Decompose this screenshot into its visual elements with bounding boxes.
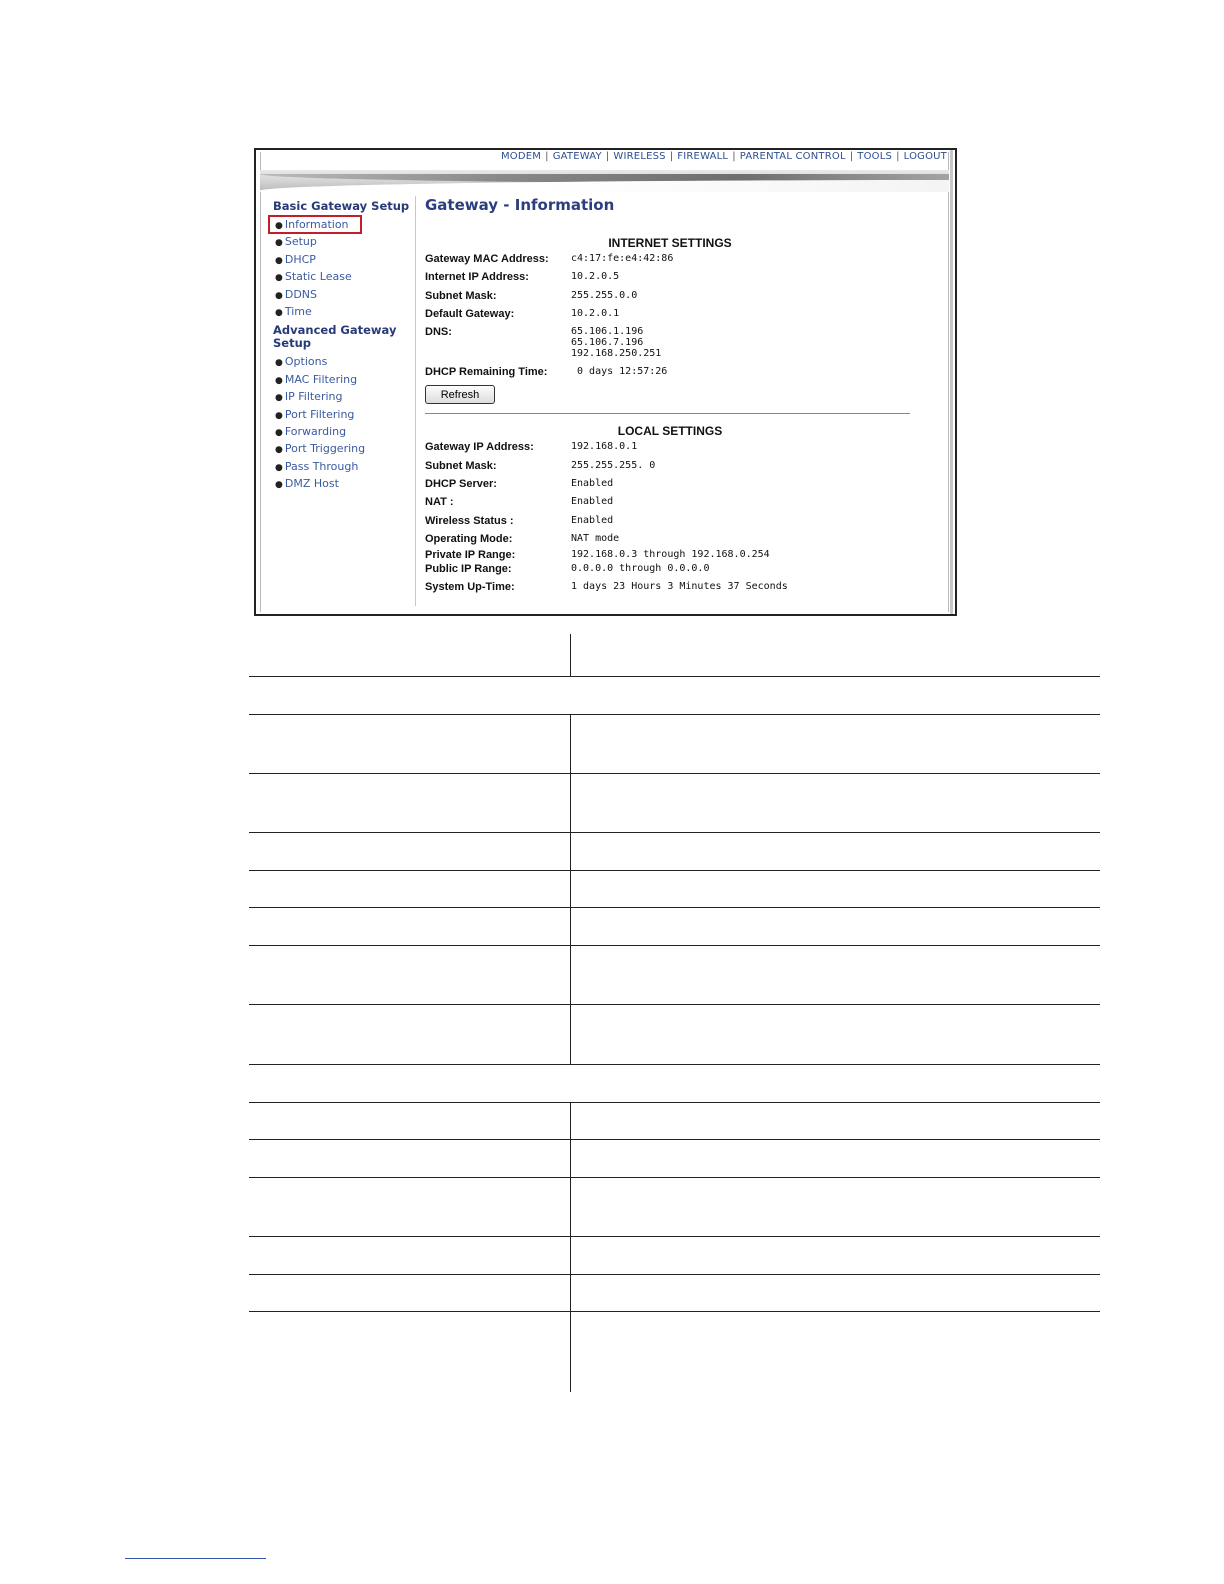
local-subnet-row (425, 457, 915, 475)
bullet-icon: ● (275, 290, 283, 301)
field-label: DHCP Remaining Time: (425, 366, 548, 379)
nav-separator: | (732, 151, 736, 162)
field-label: Public IP Range: (425, 563, 512, 576)
sidebar-item-dmz-host[interactable] (273, 475, 415, 492)
table-column-divider (570, 1102, 571, 1392)
screenshot-right-edge (950, 150, 953, 614)
table-rule (249, 1236, 1100, 1237)
table-rule (249, 714, 1100, 715)
internet-ip-row (425, 268, 915, 286)
dns-value-3: 192.168.250.251 (571, 348, 662, 360)
bullet-icon: ● (275, 462, 283, 473)
sidebar-item-port-filtering[interactable] (273, 406, 415, 423)
field-label: Subnet Mask: (425, 459, 497, 472)
dhcp-remaining-value: 0 days 12:57:26 (571, 366, 668, 378)
table-rule (249, 1064, 1100, 1065)
bullet-icon: ● (275, 221, 283, 231)
nav-modem[interactable]: MODEM (500, 151, 542, 162)
local-subnet-value: 255.255.255. 0 (571, 459, 656, 471)
sidebar-item-static-lease[interactable] (273, 268, 415, 285)
sidebar-item-options[interactable] (273, 353, 415, 370)
table-rule (249, 907, 1100, 908)
section-divider (425, 413, 910, 414)
table-rule (249, 773, 1100, 774)
public-ip-range-value: 0.0.0.0 through 0.0.0.0 (571, 563, 710, 575)
dns-row (425, 323, 915, 363)
private-ip-range-row (425, 548, 915, 562)
main-content (425, 196, 915, 597)
field-label: Wireless Status : (425, 514, 514, 527)
sidebar-item-label: DHCP (284, 252, 316, 266)
sidebar-item-dhcp[interactable] (273, 251, 415, 268)
nav-wireless[interactable]: WIRELESS (613, 151, 666, 162)
public-ip-range-row (425, 562, 915, 576)
sidebar-item-label: Setup (284, 235, 317, 249)
dns-values (571, 326, 661, 359)
advanced-heading-line2: Setup (273, 336, 311, 351)
bullet-icon: ● (275, 375, 283, 386)
page-title: Gateway - Information (425, 196, 615, 214)
nav-separator: | (669, 151, 674, 162)
table-rule (249, 1274, 1100, 1275)
table-rule (249, 832, 1100, 833)
field-label: Operating Mode: (425, 532, 513, 545)
gateway-mac-row (425, 250, 915, 268)
sidebar-item-label: Port Filtering (284, 407, 355, 421)
table-rule (249, 676, 1100, 677)
table-column-divider (570, 634, 571, 676)
refresh-button[interactable]: Refresh (425, 385, 495, 404)
dhcp-server-value: Enabled (571, 478, 614, 490)
local-settings-title: LOCAL SETTINGS (617, 424, 723, 439)
sidebar-item-label: Static Lease (284, 270, 352, 284)
sidebar-divider (415, 196, 416, 606)
basic-setup-list (273, 216, 415, 320)
bullet-icon: ● (275, 445, 283, 456)
field-label: Default Gateway: (425, 307, 515, 320)
system-uptime-value: 1 days 23 Hours 3 Minutes 37 Seconds (571, 581, 788, 593)
private-ip-range-value: 192.168.0.3 through 192.168.0.254 (571, 549, 770, 561)
internet-ip-value: 10.2.0.5 (571, 271, 620, 283)
system-uptime-row (425, 578, 915, 596)
dhcp-server-row (425, 475, 915, 493)
table-rule (249, 945, 1100, 946)
table-rule (249, 870, 1100, 871)
bullet-icon: ● (275, 255, 283, 266)
dhcp-remaining-row (425, 363, 915, 381)
table-rule (249, 1311, 1100, 1312)
table-rule (249, 1102, 1100, 1103)
bullet-icon: ● (275, 358, 283, 369)
nav-separator: | (849, 151, 854, 162)
nav-tools[interactable]: TOOLS (857, 151, 893, 162)
sidebar-item-label: MAC Filtering (284, 372, 358, 386)
top-navigation (501, 151, 947, 162)
sidebar-item-ddns[interactable] (273, 286, 415, 303)
nav-separator: | (545, 151, 549, 162)
gateway-ip-value: 192.168.0.1 (571, 441, 638, 453)
sidebar-item-ip-filtering[interactable] (273, 388, 415, 405)
table-rule (249, 1177, 1100, 1178)
table-rule (249, 1139, 1100, 1140)
operating-mode-value: NAT mode (571, 532, 620, 544)
sidebar-item-port-triggering[interactable] (273, 440, 415, 457)
sidebar-item-label: Options (284, 355, 328, 369)
wireless-status-row (425, 512, 915, 530)
field-label: Gateway MAC Address: (425, 253, 549, 265)
internet-settings-title: INTERNET SETTINGS (608, 236, 732, 250)
sidebar-item-mac-filtering[interactable] (273, 371, 415, 388)
sidebar-item-pass-through[interactable] (273, 458, 415, 475)
advanced-heading-line1: Advanced Gateway (273, 323, 397, 338)
nav-separator: | (896, 151, 900, 162)
bullet-icon: ● (275, 307, 283, 318)
internet-subnet-value: 255.255.0.0 (571, 289, 638, 301)
default-gateway-row (425, 305, 915, 323)
router-screenshot (254, 148, 957, 616)
operating-mode-row (425, 530, 915, 548)
basic-setup-heading: Basic Gateway Setup (273, 199, 410, 213)
gateway-ip-row (425, 438, 915, 456)
sidebar (273, 200, 415, 496)
field-label: System Up-Time: (425, 581, 515, 594)
table-rule (249, 1004, 1100, 1005)
field-label: Gateway IP Address: (425, 441, 534, 454)
default-gateway-value: 10.2.0.1 (571, 307, 620, 319)
bullet-icon: ● (275, 427, 283, 438)
bullet-icon: ● (275, 238, 283, 249)
sidebar-item-time[interactable] (273, 303, 415, 320)
sidebar-item-label: Port Triggering (284, 442, 366, 456)
gateway-mac-value: c4:17:fe:e4:42:86 (571, 253, 674, 264)
nat-value: Enabled (571, 496, 614, 508)
field-label: Subnet Mask: (425, 289, 497, 302)
advanced-setup-list (273, 353, 415, 492)
nav-firewall[interactable]: FIREWALL (677, 151, 729, 162)
sidebar-item-label: Information (284, 218, 349, 231)
wireless-status-value: Enabled (571, 514, 614, 526)
bullet-icon: ● (275, 410, 283, 421)
bullet-icon: ● (275, 393, 283, 404)
bullet-icon: ● (275, 480, 283, 491)
field-label: NAT : (425, 496, 454, 509)
field-label: Private IP Range: (425, 549, 516, 562)
sidebar-item-label: Time (284, 304, 312, 318)
field-label: Internet IP Address: (425, 271, 529, 284)
dns-value-1: 65.106.1.196 (571, 326, 644, 338)
bullet-icon: ● (275, 273, 283, 284)
sidebar-item-information[interactable] (269, 216, 361, 233)
advanced-setup-heading (273, 324, 415, 350)
sidebar-item-label: Pass Through (284, 459, 359, 473)
footnote-separator (125, 1558, 266, 1559)
sidebar-item-forwarding[interactable] (273, 423, 415, 440)
sidebar-item-label: IP Filtering (284, 390, 343, 404)
sidebar-item-label: DDNS (284, 287, 318, 301)
nav-gateway[interactable]: GATEWAY (552, 151, 602, 162)
dns-value-2: 65.106.7.196 (571, 337, 644, 349)
nav-separator: | (605, 151, 610, 162)
sidebar-item-label: Forwarding (284, 424, 347, 438)
nav-logout[interactable]: LOGOUT (903, 151, 947, 162)
nat-row (425, 493, 915, 511)
field-label: DHCP Server: (425, 478, 497, 491)
sidebar-item-setup[interactable] (273, 233, 415, 250)
nav-parental-control[interactable]: PARENTAL CONTROL (739, 151, 846, 162)
internet-subnet-row (425, 287, 915, 305)
field-label: DNS: (425, 326, 452, 339)
table-column-divider (570, 714, 571, 1064)
sidebar-item-label: DMZ Host (284, 477, 339, 491)
